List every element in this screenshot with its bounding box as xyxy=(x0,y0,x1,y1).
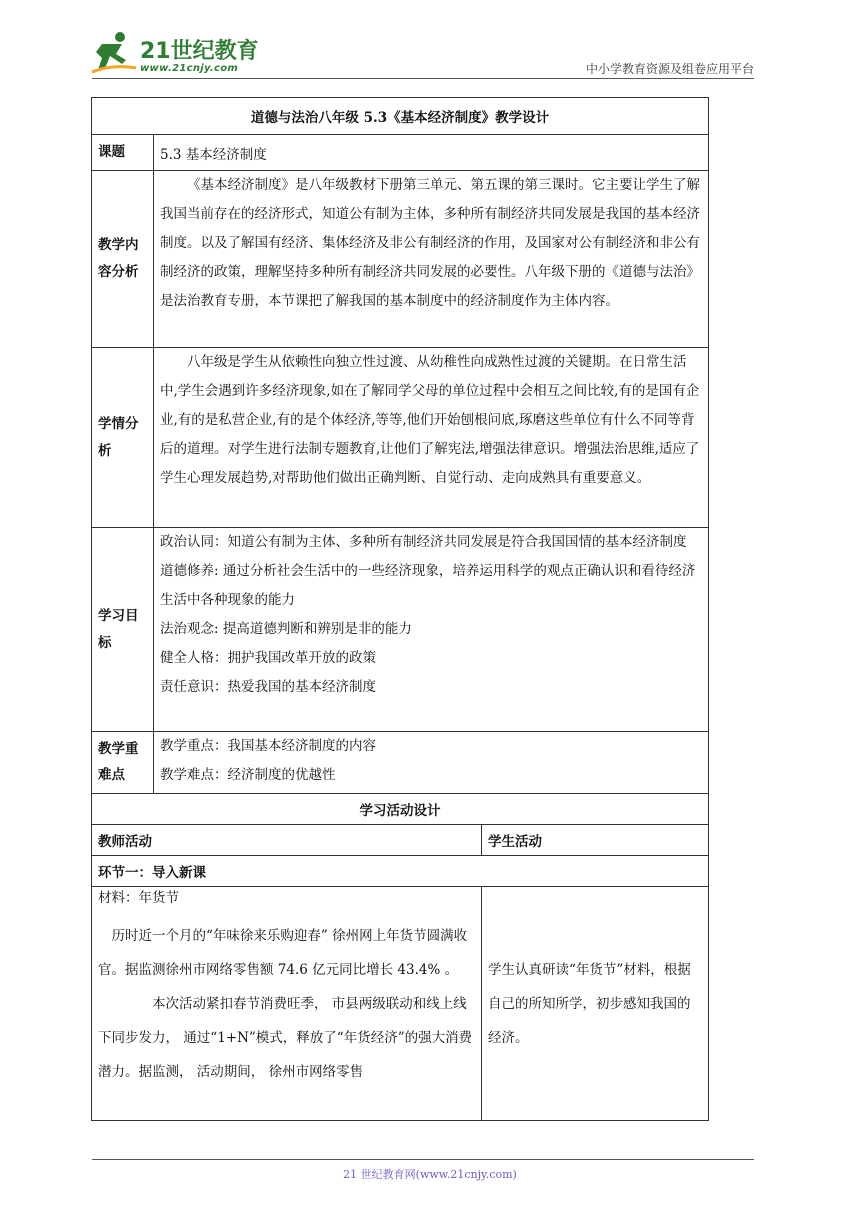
lesson-plan-table xyxy=(91,97,709,1121)
objectives-label: 学习目标 xyxy=(92,528,154,732)
material-row xyxy=(92,887,709,1121)
student-activity-text: 学生认真研读“年货节”材料，根据自己的所知所学，初步感知我国的经济。 xyxy=(488,961,691,1046)
material-paragraph: 本次活动紧扣春节消费旺季， 市县两级联动和线上线下同步发力， 通过“1+N”模式，释放了“年货经济”的强大消费潜力。据监测， 活动期间， 徐州市网络零售 xyxy=(98,996,473,1080)
activity-design-row xyxy=(92,794,709,825)
objective-item: 政治认同：知道公有制为主体、多种所有制经济共同发展是符合我国国情的基本经济制度 xyxy=(160,534,687,550)
stage-title: 环节一：导入新课 xyxy=(92,856,709,887)
footer-divider xyxy=(92,1159,754,1160)
runner-logo-icon xyxy=(92,30,138,74)
topic-value: 5.3 基本经济制度 xyxy=(154,135,709,171)
learner-analysis-label: 学情分析 xyxy=(92,348,154,528)
activity-columns-row xyxy=(92,825,709,856)
footer-text: 21 世纪教育网(www.21cnjy.com) xyxy=(343,1168,517,1181)
content-analysis-row xyxy=(92,171,709,348)
material-paragraph: 历时近一个月的“年味徐来乐购迎春” 徐州网上年货节圆满收官。据监测徐州市网络零售额 74.6 亿元同比增长 43.4% 。 xyxy=(98,928,468,978)
objective-item: 道德修养: 通过分析社会生活中的一些经济现象，培养运用科学的观点正确认识和看待经济生活中各种现象的能力 xyxy=(160,563,696,608)
key-points-label: 教学重难点 xyxy=(92,732,154,794)
logo-brand-text: 21世纪教育 xyxy=(140,39,259,64)
content-analysis-text: 《基本经济制度》是八年级教材下册第三单元、第五课的第三课时。它主要让学生了解我国当前存在的经济形式，知道公有制为主体，多种所有制经济共同发展是我国的基本经济制度。以及了解国有经济、集体经济及非公有制经济的作用，及国家对公有制经济和非公有制经济的政策，理解坚持多种所有制经济共同发展的必要性。八年级下册的《道德与法治》是法治教育专册，本节课把了解我国的基本制度中的经济制度作为主体内容。 xyxy=(160,177,700,309)
material-title: 材料：年货节 xyxy=(98,890,179,906)
topic-row xyxy=(92,135,709,171)
teacher-activity-header: 教师活动 xyxy=(92,825,482,856)
header-divider xyxy=(92,78,754,79)
learner-analysis-row xyxy=(92,348,709,528)
site-name: 中小学教育资源及组卷应用平台 xyxy=(585,62,754,76)
objective-item: 责任意识：热爱我国的基本经济制度 xyxy=(160,679,376,695)
student-activity-header: 学生活动 xyxy=(482,825,709,856)
stage-row xyxy=(92,856,709,887)
logo-url-text: www.21cnjy.com xyxy=(140,63,239,74)
objective-item: 健全人格：拥护我国改革开放的政策 xyxy=(160,650,376,666)
activity-design-title: 学习活动设计 xyxy=(92,794,709,825)
key-point-item: 教学重点：我国基本经济制度的内容 xyxy=(160,738,376,754)
key-points-row xyxy=(92,732,709,794)
content-analysis-label: 教学内容分析 xyxy=(92,171,154,348)
document-title: 道德与法治八年级 5.3《基本经济制度》教学设计 xyxy=(92,98,709,135)
title-row xyxy=(92,98,709,135)
objective-item: 法治观念: 提高道德判断和辨别是非的能力 xyxy=(160,621,412,637)
learner-analysis-text: 八年级是学生从依赖性向独立性过渡、从幼稚性向成熟性过渡的关键期。在日常生活中,学生会遇到许多经济现象,如在了解同学父母的单位过程中会相互之间比较,有的是国有企业,有的是私营企业,有的是个体经济,等等,他们开始刨根问底,琢磨这些单位有什么不同等背后的道理。对学生进行法制专题教育,让他们了解宪法,增强法律意识。增强法治思维,适应了学生心理发展趋势,对帮助他们做出正确判断、自觉行动、走向成熟具有重要意义。 xyxy=(160,354,700,486)
objectives-row xyxy=(92,528,709,732)
site-logo xyxy=(92,30,262,80)
topic-label: 课题 xyxy=(92,135,154,171)
key-point-item: 教学难点：经济制度的优越性 xyxy=(160,767,336,783)
